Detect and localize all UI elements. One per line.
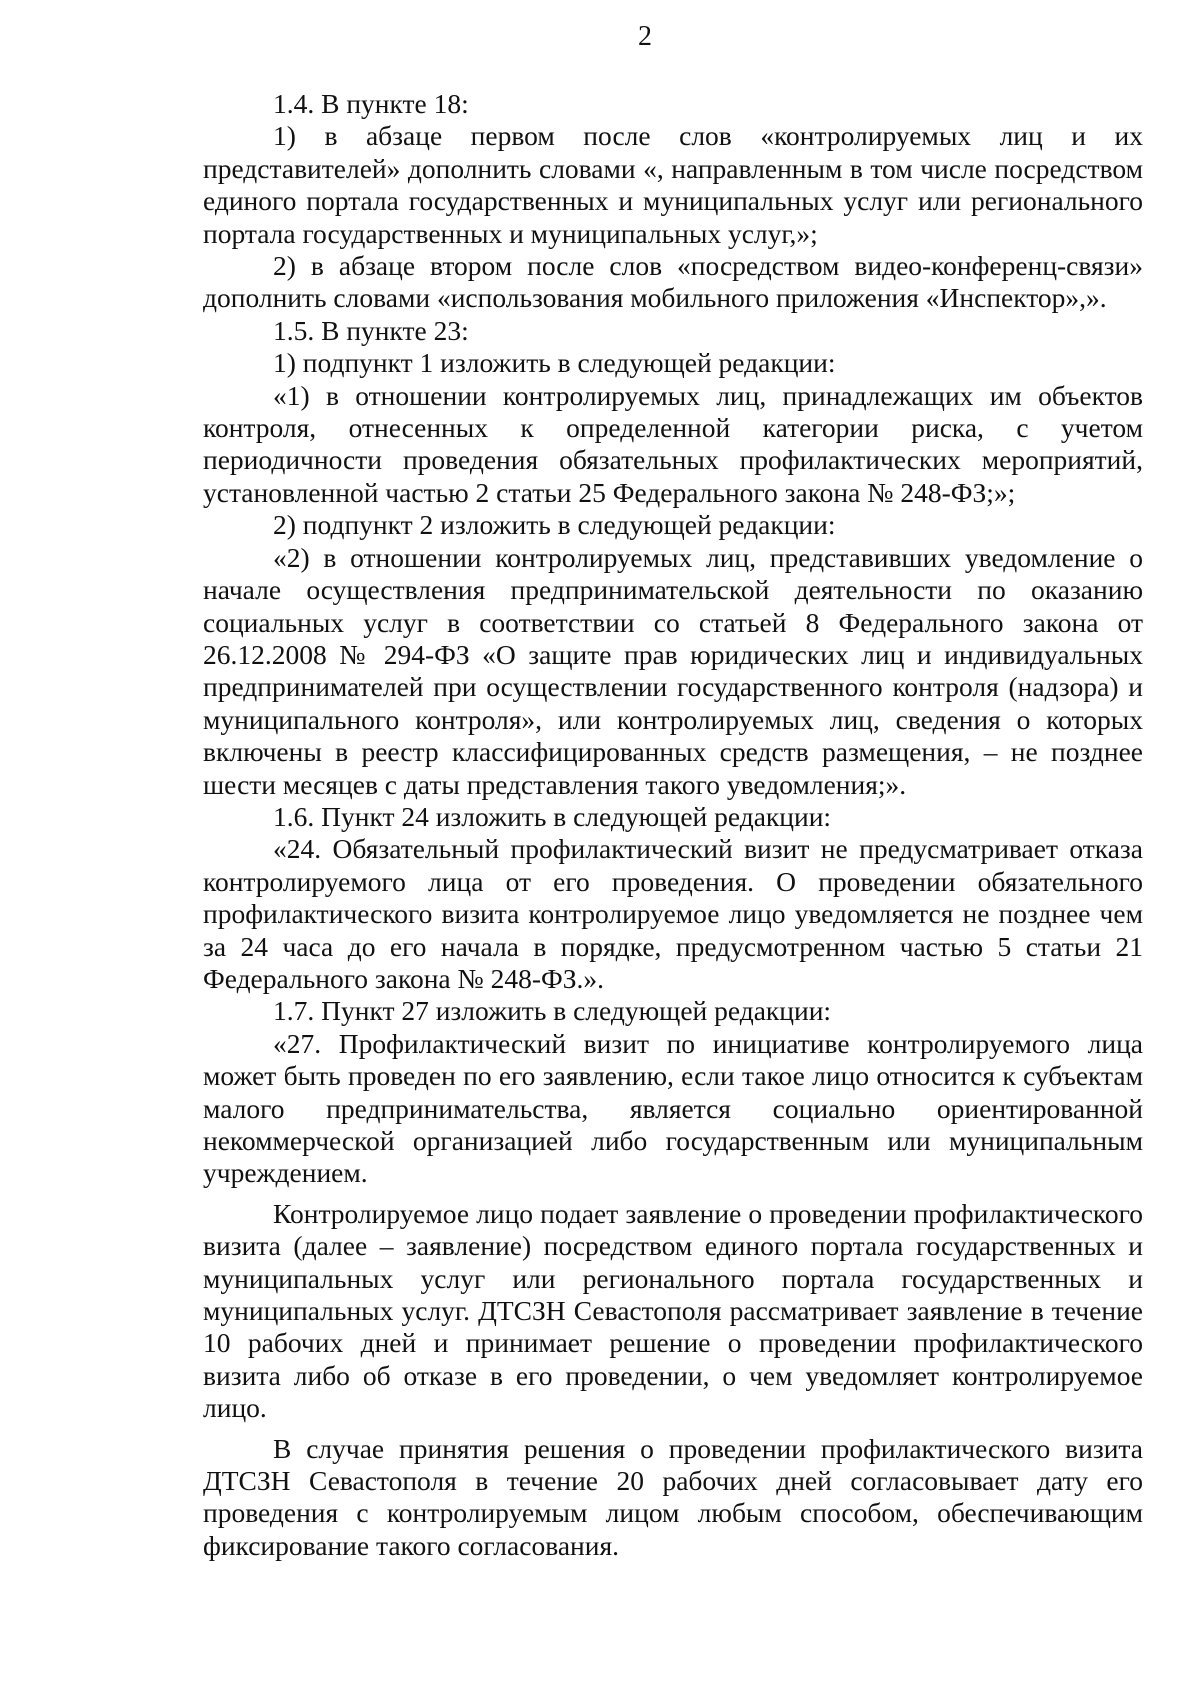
paragraph-1-4-item-2: 2) в абзаце втором после слов «посредством видео-конференц-связи» дополнить словами «использования мобильного приложения «Инспектор»,». [203, 250, 1143, 314]
paragraph-1-4-item-1: 1) в абзаце первом после слов «контролируемых лиц и их представителей» дополнить словами «, направленным в том числе посредством единого портала государственных и муниципальных услуг или регионального портала государственных и муниципальных услуг,»; [203, 120, 1143, 249]
paragraph-decision: В случае принятия решения о проведении профилактического визита ДТСЗН Севастополя в течение 20 рабочих дней согласовывает дату его проведения с контролируемым лицом любым способом, обеспечивающим фиксирование такого согласования. [203, 1432, 1143, 1561]
paragraph-1-6-text: «24. Обязательный профилактический визит не предусматривает отказа контролируемого лица от его проведения. О проведении обязательного профилактического визита контролируемое лицо уведомляется не позднее чем за 24 часа до его начала в порядке, предусмотренном частью 5 статьи 21 Федерального закона № 248-ФЗ.». [203, 833, 1143, 994]
page-number: 2 [638, 21, 652, 52]
paragraph-1-5-heading: 1.5. В пункте 23: [273, 314, 469, 346]
paragraph-1-5-item-2-text: «2) в отношении контролируемых лиц, представивших уведомление о начале осуществления предпринимательской деятельности по оказанию социальных услуг в соответствии со статьей 8 Федерального закона от 26.12.2008 № 294-ФЗ «О защите прав юридических лиц и индивидуальных предпринимателей при осуществлении государственного контроля (надзора) и муниципального контроля», или контролируемых лиц, сведения о которых включены в реестр классифицированных средств размещения, – не позднее шести месяцев с даты представления такого уведомления;». [203, 541, 1143, 800]
paragraph-1-5-item-2: 2) подпункт 2 изложить в следующей редакции: [273, 509, 836, 541]
paragraph-1-7-heading: 1.7. Пункт 27 изложить в следующей редакции: [273, 995, 832, 1027]
paragraph-1-5-item-1-text: «1) в отношении контролируемых лиц, принадлежащих им объектов контроля, отнесенных к определенной категории риска, с учетом периодичности проведения обязательных профилактических мероприятий, установленной частью 2 статьи 25 Федерального закона № 248-ФЗ;»; [203, 379, 1143, 508]
paragraph-1-6-heading: 1.6. Пункт 24 изложить в следующей редакции: [273, 800, 832, 832]
document-body [203, 88, 1143, 1562]
paragraph-1-5-item-1: 1) подпункт 1 изложить в следующей редакции: [273, 347, 836, 379]
paragraph-1-7-text: «27. Профилактический визит по инициативе контролируемого лица может быть проведен по его заявлению, если такое лицо относится к субъектам малого предпринимательства, является социально ориентированной некоммерческой организацией либо государственным или муниципальным учреждением. [203, 1027, 1143, 1189]
paragraph-1-4-heading: 1.4. В пункте 18: [273, 88, 469, 119]
paragraph-application: Контролируемое лицо подает заявление о проведении профилактического визита (далее – заявление) посредством единого портала государственных и муниципальных услуг или регионального портала государственных и муниципальных услуг. ДТСЗН Севастополя рассматривает заявление в течение 10 рабочих дней и принимает решение о проведении профилактического визита либо об отказе в его проведении, о чем уведомляет контролируемое лицо. [203, 1197, 1143, 1424]
